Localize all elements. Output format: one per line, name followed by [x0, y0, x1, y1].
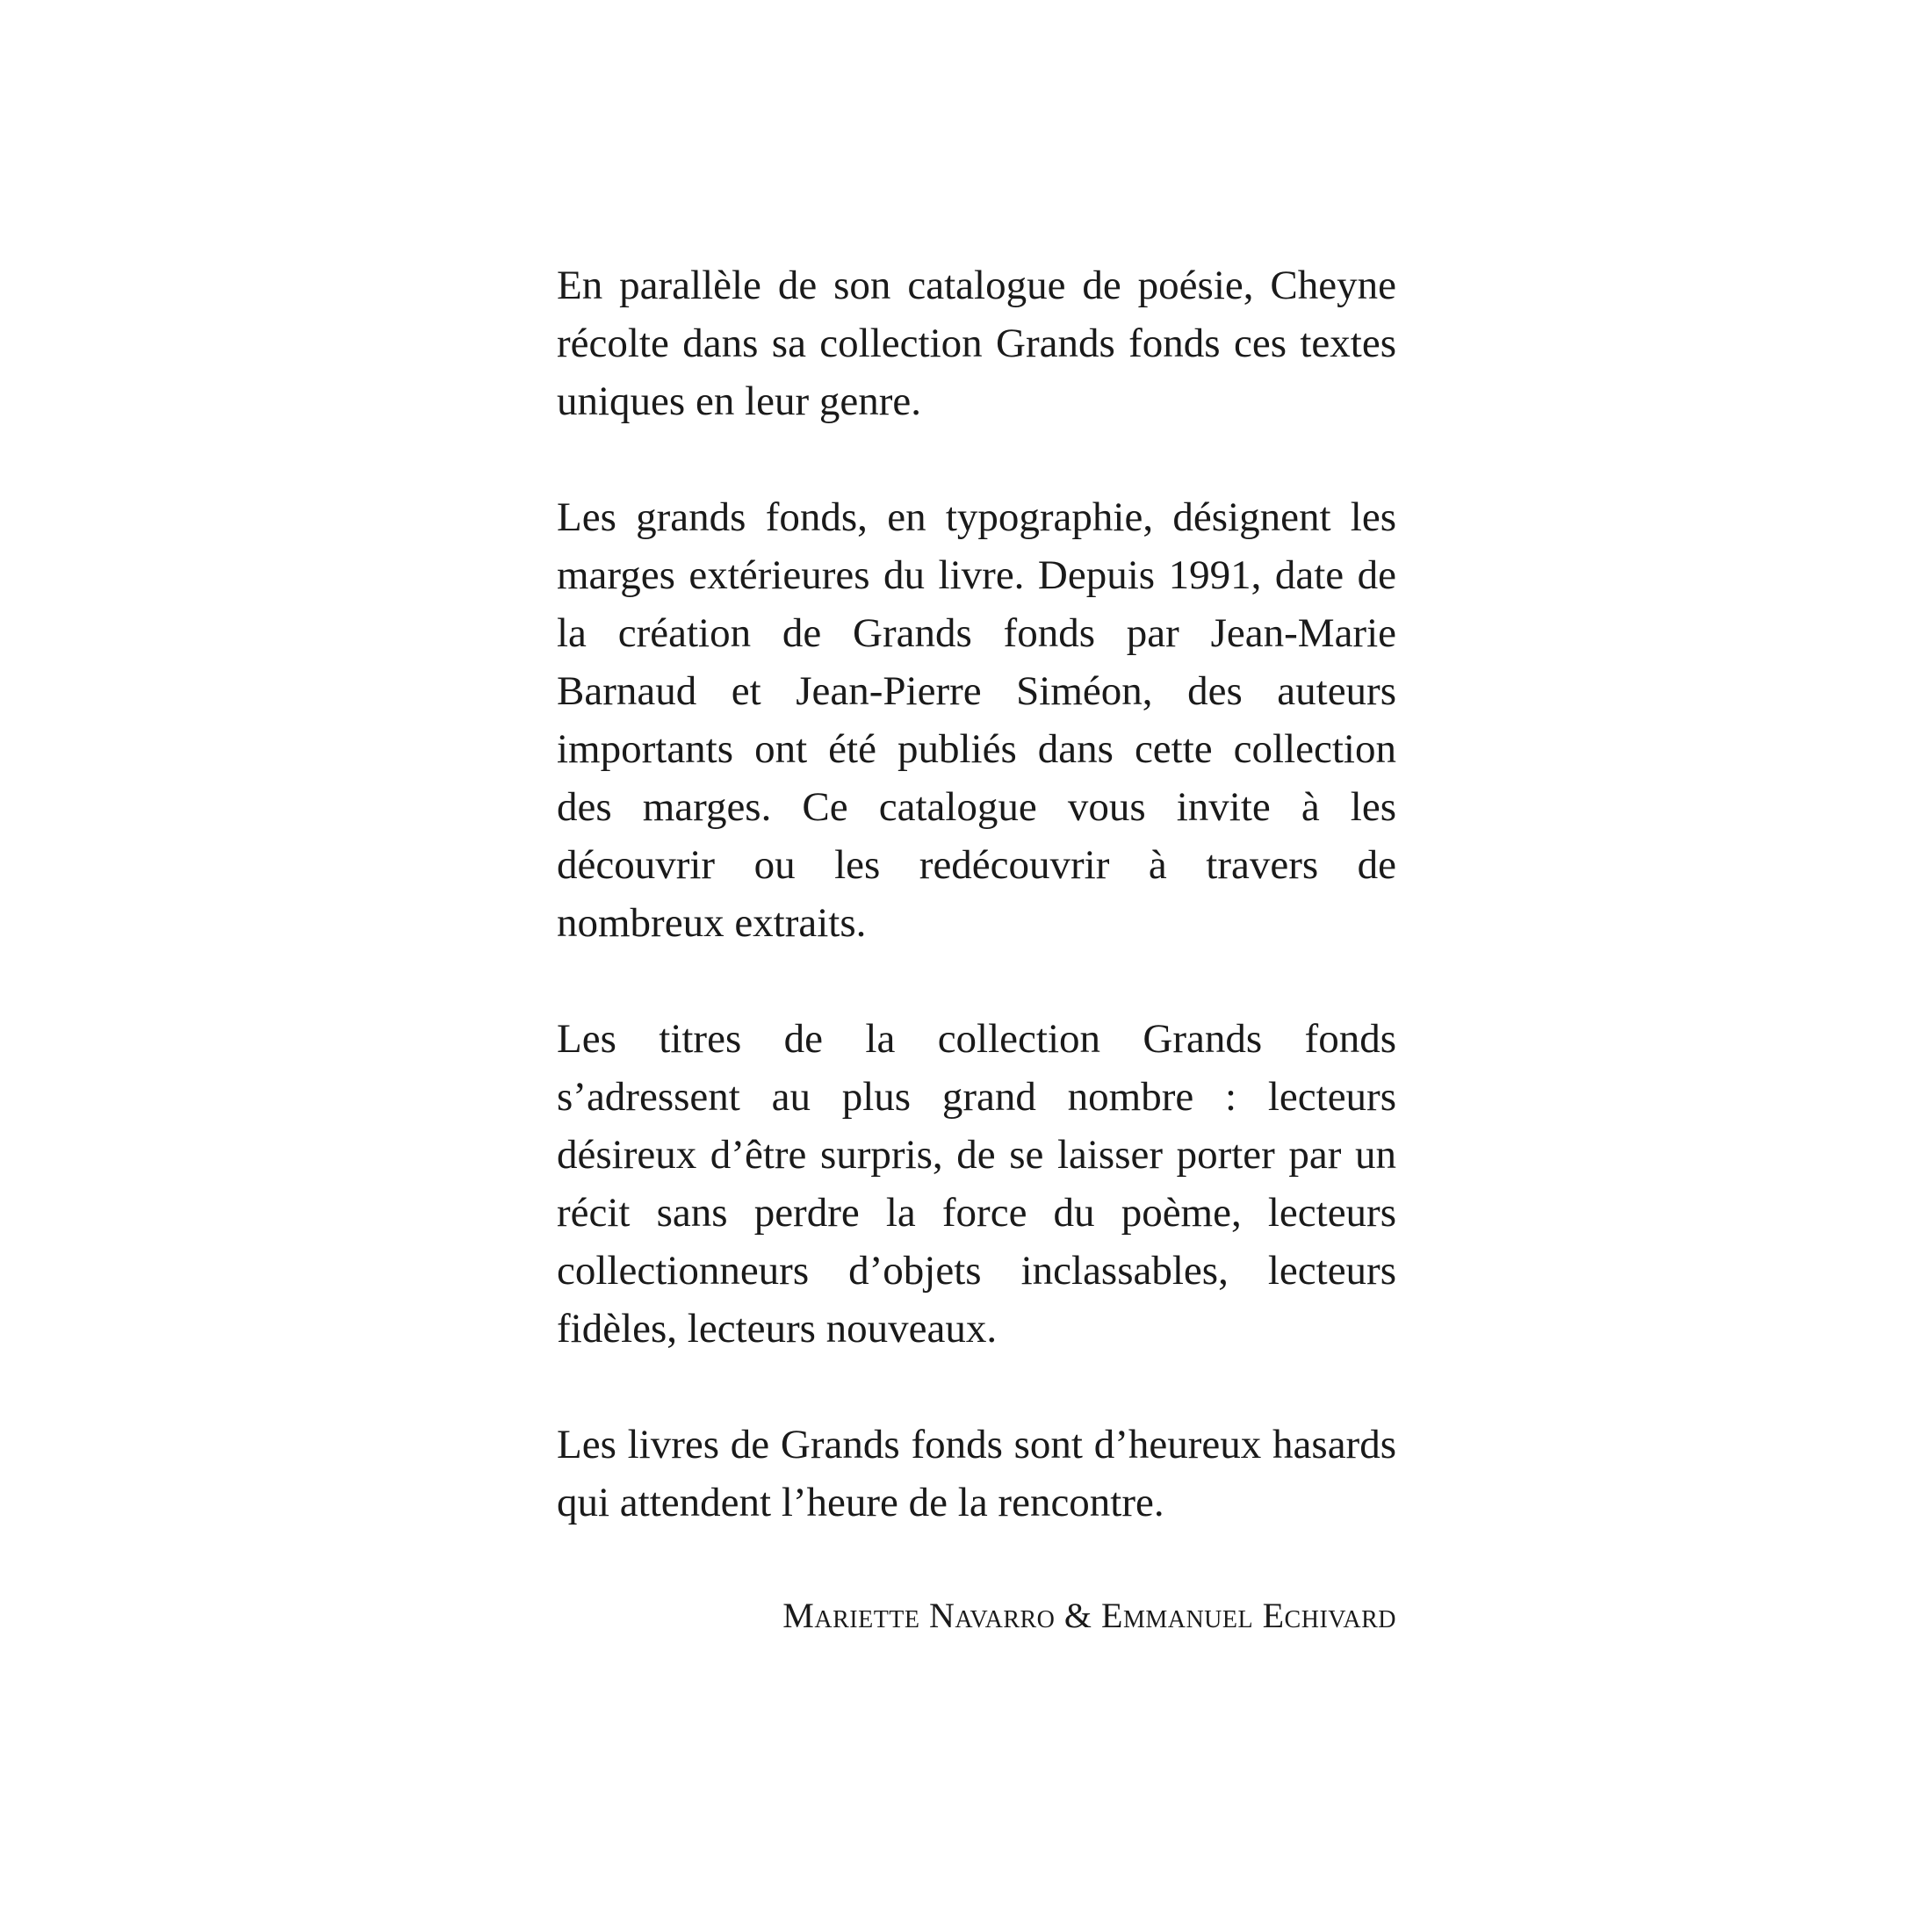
paragraph-definition: Les grands fonds, en typographie, désignent les marges extérieures du livre. Depuis 1991, date de la création de Grands fonds par Jean-Marie Barnaud et Jean-Pierre Siméon, des auteurs importants ont été publiés dans cette collection des marges. Ce catalogue vous invite à les découvrir ou les redécouvrir à travers de nombreux extraits.: [557, 494, 1396, 946]
text-block: [557, 256, 1396, 1642]
paragraph-audience: Les titres de la collection Grands fonds s’adressent au plus grand nombre : lecteurs désireux d’être surpris, de se laisser porter par un récit sans perdre la force du poème, lecteurs collectionneurs d’objets inclassables, lecteurs fidèles, lecteurs nouveaux.: [557, 1016, 1396, 1352]
paragraph-closing: Les livres de Grands fonds sont d’heureux hasards qui attendent l’heure de la rencontre.: [557, 1422, 1396, 1525]
paragraph-intro: En parallèle de son catalogue de poésie, Cheyne récolte dans sa collection Grands fonds ces textes uniques en leur genre.: [557, 263, 1396, 424]
signature: Mariette Navarro & Emmanuel Echivard: [782, 1596, 1396, 1635]
